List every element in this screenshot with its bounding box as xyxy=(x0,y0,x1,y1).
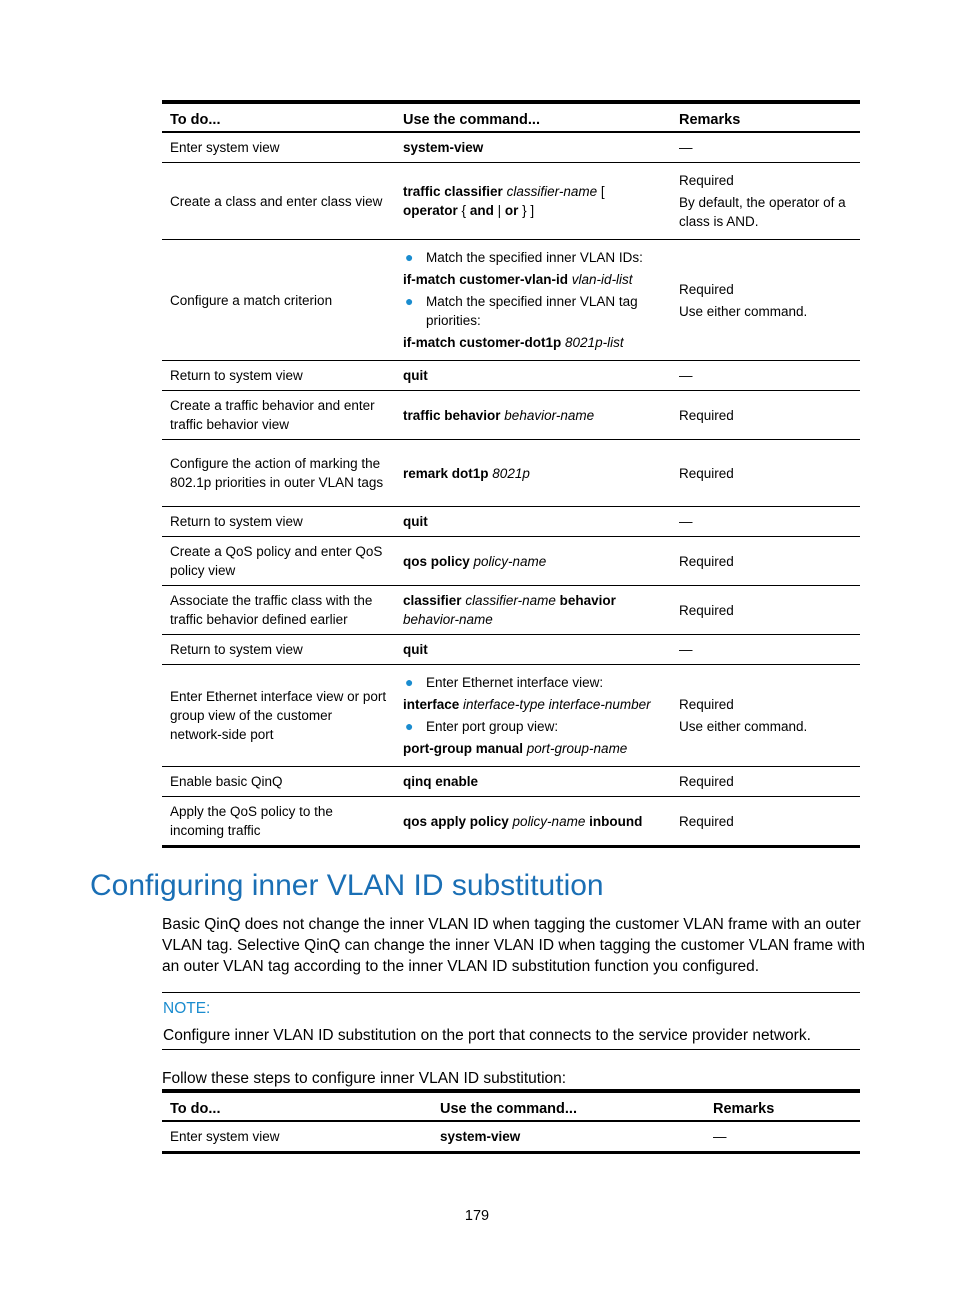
todo-cell: Enter Ethernet interface view or port group view of the customer network-side port xyxy=(162,665,395,767)
table-row xyxy=(162,361,860,391)
cmd-keyword: or xyxy=(504,203,519,218)
cmd-symbol: [ xyxy=(600,184,605,199)
header-todo: To do... xyxy=(162,102,395,132)
table-row xyxy=(162,635,860,665)
remarks-cell: Required xyxy=(671,797,860,847)
note-label: NOTE: xyxy=(163,1000,211,1017)
table-row xyxy=(162,507,860,537)
cmd-keyword: traffic behavior xyxy=(403,407,501,423)
remarks-cell xyxy=(671,665,860,767)
todo-cell: Associate the traffic class with the traffic behavior defined earlier xyxy=(162,586,395,635)
todo-cell: Enter system view xyxy=(162,1121,432,1153)
cmd-symbol: { xyxy=(461,203,467,218)
command-cell: qinq enable xyxy=(395,767,671,797)
table-row xyxy=(162,240,860,361)
command-cell xyxy=(395,586,671,635)
todo-cell: Create a QoS policy and enter QoS policy view xyxy=(162,537,395,586)
remark-line: Required xyxy=(679,281,734,297)
command-cell xyxy=(395,240,671,361)
cmd-line xyxy=(403,695,663,714)
command-cell: system-view xyxy=(432,1121,705,1153)
table-row xyxy=(162,1121,860,1153)
page-number: 179 xyxy=(464,1208,490,1224)
todo-cell: Enable basic QinQ xyxy=(162,767,395,797)
remarks-cell: Required xyxy=(671,586,860,635)
cmd-argument: behavior-name xyxy=(403,612,493,627)
remarks-cell: — xyxy=(671,361,860,391)
command-cell xyxy=(395,440,671,507)
cmd-argument: policy-name xyxy=(512,813,586,829)
option-list xyxy=(403,717,663,736)
command-cell xyxy=(395,163,671,240)
todo-cell: Enter system view xyxy=(162,132,395,163)
steps-intro: Follow these steps to configure inner VLAN ID substitution: xyxy=(162,1070,567,1087)
table-row xyxy=(162,440,860,507)
command-cell xyxy=(395,391,671,440)
cmd-keyword: inbound xyxy=(589,813,643,829)
command-table xyxy=(162,100,860,848)
cmd-keyword: operator xyxy=(403,203,458,218)
note-box xyxy=(162,992,860,1050)
remark-line: Required xyxy=(679,697,734,712)
command-cell xyxy=(395,797,671,847)
command-cell xyxy=(395,537,671,586)
option-list xyxy=(403,673,663,692)
table-row xyxy=(162,797,860,847)
cmd-argument: 8021p xyxy=(492,465,530,481)
command-cell: quit xyxy=(395,507,671,537)
cmd-argument: interface-type interface-number xyxy=(463,697,651,712)
cmd-keyword: traffic classifier xyxy=(403,184,503,199)
cmd-argument: 8021p-list xyxy=(565,335,624,350)
cmd-keyword: behavior xyxy=(559,593,616,608)
table-header-row xyxy=(162,1091,860,1121)
todo-cell: Configure the action of marking the 802.1p priorities in outer VLAN tags xyxy=(162,440,395,507)
list-item-text: Match the specified inner VLAN tag priorities: xyxy=(426,294,638,328)
command-cell: quit xyxy=(395,361,671,391)
list-item-text: Enter Ethernet interface view: xyxy=(426,675,604,690)
header-command: Use the command... xyxy=(395,102,671,132)
todo-cell: Apply the QoS policy to the incoming traffic xyxy=(162,797,395,847)
cmd-keyword: interface xyxy=(403,697,460,712)
remarks-cell xyxy=(671,240,860,361)
cmd-line xyxy=(403,739,663,758)
table-row xyxy=(162,163,860,240)
remarks-cell: Required xyxy=(671,440,860,507)
cmd-line xyxy=(403,270,663,289)
table-row xyxy=(162,665,860,767)
cmd-argument: behavior-name xyxy=(504,407,595,423)
remarks-cell: — xyxy=(671,132,860,163)
bullet-icon: ● xyxy=(405,674,414,690)
bullet-icon: ● xyxy=(405,718,414,734)
table-row xyxy=(162,586,860,635)
header-todo: To do... xyxy=(162,1091,432,1121)
header-remarks: Remarks xyxy=(705,1091,860,1121)
command-cell: system-view xyxy=(395,132,671,163)
table-row xyxy=(162,132,860,163)
todo-cell: Create a traffic behavior and enter traffic behavior view xyxy=(162,391,395,440)
intro-paragraph: Basic QinQ does not change the inner VLAN ID when tagging the customer VLAN frame with an outer VLAN tag. Selective QinQ can change the inner VLAN ID when tagging the customer VLAN frame with an outer VLAN tag according to the inner VLAN ID substitution function you configured. xyxy=(162,916,866,975)
cmd-argument: classifier-name xyxy=(465,593,556,608)
list-item xyxy=(403,248,663,267)
cmd-keyword: qos apply policy xyxy=(403,813,509,829)
command-cell: quit xyxy=(395,635,671,665)
todo-cell: Return to system view xyxy=(162,635,395,665)
todo-cell: Create a class and enter class view xyxy=(162,163,395,240)
command-table-2 xyxy=(162,1089,860,1154)
cmd-keyword: if-match customer-vlan-id xyxy=(403,272,569,287)
table-row xyxy=(162,767,860,797)
remarks-cell: Required xyxy=(671,537,860,586)
cmd-symbol: | xyxy=(497,203,502,218)
list-item xyxy=(403,292,663,330)
option-list xyxy=(403,248,663,267)
remark-line: Required xyxy=(679,173,734,188)
remark-line: Use either command. xyxy=(679,303,808,319)
cmd-line xyxy=(403,333,663,352)
header-command: Use the command... xyxy=(432,1091,705,1121)
command-cell xyxy=(395,665,671,767)
header-remarks: Remarks xyxy=(671,102,860,132)
remarks-cell: Required xyxy=(671,767,860,797)
remarks-cell: — xyxy=(671,635,860,665)
todo-cell: Configure a match criterion xyxy=(162,240,395,361)
cmd-keyword: classifier xyxy=(403,593,462,608)
cmd-symbol: } ] xyxy=(522,203,535,218)
option-list xyxy=(403,292,663,330)
section-heading: Configuring inner VLAN ID substitution xyxy=(90,869,604,902)
note-text: Configure inner VLAN ID substitution on the port that connects to the service provider network. xyxy=(163,1027,811,1044)
cmd-keyword: if-match customer-dot1p xyxy=(403,335,562,350)
cmd-argument: classifier-name xyxy=(506,184,598,199)
remark-line: Use either command. xyxy=(679,719,808,734)
list-item xyxy=(403,717,663,736)
remarks-cell: — xyxy=(671,507,860,537)
table-row xyxy=(162,391,860,440)
cmd-keyword: remark dot1p xyxy=(403,465,489,481)
todo-cell: Return to system view xyxy=(162,361,395,391)
table-header-row xyxy=(162,102,860,132)
remarks-cell: Required xyxy=(671,391,860,440)
remarks-cell: — xyxy=(705,1121,860,1153)
todo-cell: Return to system view xyxy=(162,507,395,537)
list-item-text: Match the specified inner VLAN IDs: xyxy=(426,250,643,265)
cmd-keyword: qos policy xyxy=(403,553,470,569)
cmd-argument: policy-name xyxy=(473,553,547,569)
cmd-keyword: port-group manual xyxy=(403,741,523,756)
remark-line: By default, the operator of a class is AND. xyxy=(679,195,846,229)
bullet-icon: ● xyxy=(405,293,414,309)
cmd-argument: vlan-id-list xyxy=(571,272,633,287)
list-item xyxy=(403,673,663,692)
cmd-keyword: and xyxy=(469,203,494,218)
list-item-text: Enter port group view: xyxy=(426,719,559,734)
cmd-argument: port-group-name xyxy=(526,741,628,756)
remarks-cell xyxy=(671,163,860,240)
bullet-icon: ● xyxy=(405,249,414,265)
table-row xyxy=(162,537,860,586)
